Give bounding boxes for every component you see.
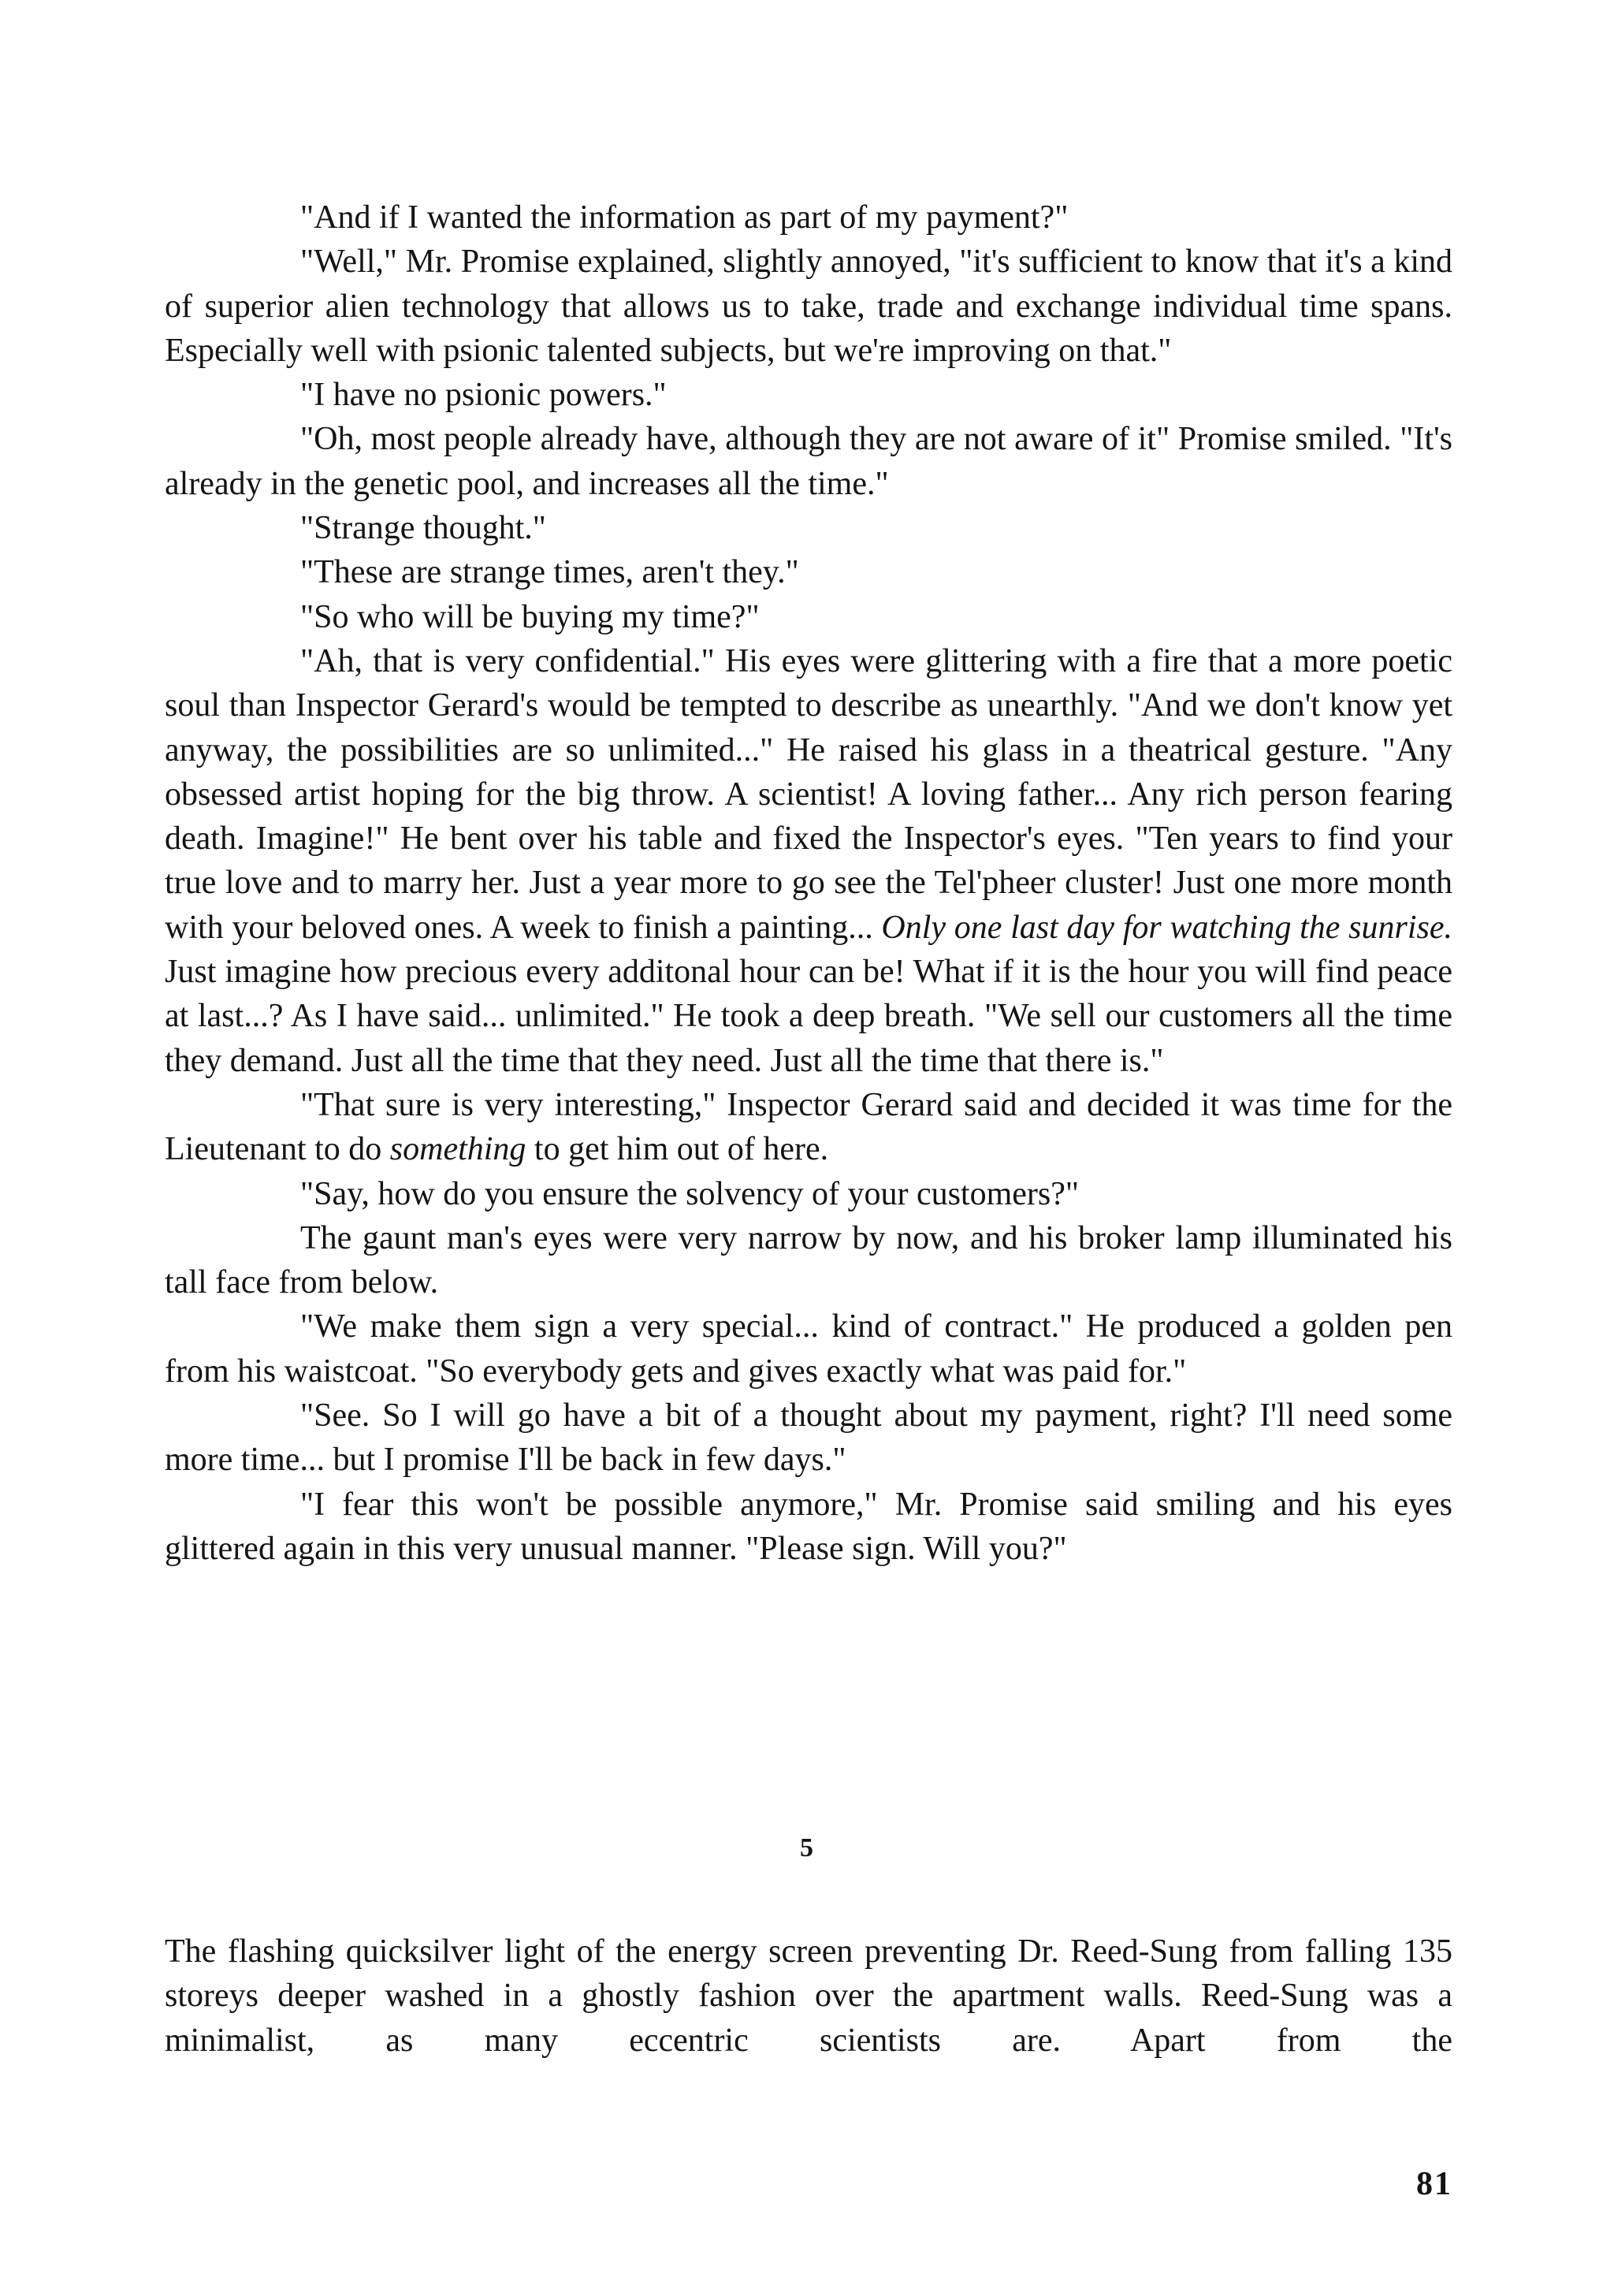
paragraph xyxy=(165,1083,1452,1172)
paragraph xyxy=(165,639,1452,1083)
paragraph xyxy=(165,1172,1452,1216)
paragraph xyxy=(165,1929,1452,2063)
paragraph xyxy=(165,1483,1452,1572)
text-run: "I have no psionic powers." xyxy=(300,377,667,414)
text-run: Just imagine how precious every additonal hour can be! What if it is the hour you will find peace at last...? As I have said... unlimited." He took a deep breath. "We sell our customers all the time they demand. Just all the time that they need. Just all the time that there is." xyxy=(165,954,1452,1079)
paragraph xyxy=(165,506,1452,550)
text-run: "I fear this won't be possible anymore," Mr. Promise said smiling and his eyes glittered again in this very unusual manner. "Please sign. Will you?" xyxy=(165,1486,1452,1567)
paragraph xyxy=(165,195,1452,240)
text-run: "Ah, that is very confidential." His eyes were glittering with a fire that a more poetic soul than Inspector Gerard's would be tempted to describe as unearthly. "And we don't know yet anyway, the possibilities are so unlimited..." He raised his glass in a theatrical gesture. "Any obsessed artist hoping for the big throw. A scientist! A loving father... Any rich person fearing death. Imagine!" He bent over his table and fixed the Inspector's eyes. "Ten years to find your true love and to marry her. Just a year more to go see the Tel'pheer cluster! Just one more month with your beloved ones. A week to finish a painting... xyxy=(165,642,1452,946)
paragraph xyxy=(165,1304,1452,1394)
text-run: "And if I wanted the information as part of my payment?" xyxy=(300,199,1069,236)
paragraph xyxy=(165,373,1452,417)
text-run: "Oh, most people already have, although they are not aware of it" Promise smiled. "It's already in the genetic pool, and increases all the time." xyxy=(165,421,1452,502)
text-run: "Say, how do you ensure the solvency of your customers?" xyxy=(300,1175,1080,1212)
page-number: 81 xyxy=(1416,2166,1452,2202)
paragraph xyxy=(165,595,1452,639)
text-run: The gaunt man's eyes were very narrow by now, and his broker lamp illuminated his tall face from below. xyxy=(165,1219,1452,1301)
section-number: 5 xyxy=(800,1833,814,1862)
text-run: "These are strange times, aren't they." xyxy=(300,554,799,591)
text-run: The flashing quicksilver light of the energy screen preventing Dr. Reed-Sung from falling 135 storeys deeper washed in a ghostly fashion over the apartment walls. Reed-Sung was a minimalist, as many eccentric scientists are. Apart from the xyxy=(165,1933,1452,2059)
body-text xyxy=(165,195,1452,1571)
italic-text: Only one last day for watching the sunrise. xyxy=(881,909,1452,946)
italic-text: something xyxy=(389,1131,526,1168)
paragraph xyxy=(165,240,1452,373)
text-run: "Strange thought." xyxy=(300,510,546,547)
text-run: "That sure is very interesting," Inspector Gerard said and decided it was time for the Lieutenant to do xyxy=(165,1086,1452,1168)
paragraph xyxy=(165,417,1452,506)
section-text xyxy=(165,1929,1452,2063)
text-run: "So who will be buying my time?" xyxy=(300,598,760,635)
paragraph xyxy=(165,550,1452,594)
text-run: "Well," Mr. Promise explained, slightly annoyed, "it's sufficient to know that it's a kind of superior alien technology that allows us to take, trade and exchange individual time spans. Especially well with psionic talented subjects, but we're improving on that." xyxy=(165,244,1452,369)
paragraph xyxy=(165,1394,1452,1483)
text-run: "We make them sign a very special... kind of contract." He produced a golden pen from his waistcoat. "So everybody gets and gives exactly what was paid for." xyxy=(165,1308,1452,1390)
paragraph xyxy=(165,1216,1452,1305)
text-run: "See. So I will go have a bit of a thought about my payment, right? I'll need some more time... but I promise I'll be back in few days." xyxy=(165,1397,1452,1479)
text-run: to get him out of here. xyxy=(526,1131,829,1168)
